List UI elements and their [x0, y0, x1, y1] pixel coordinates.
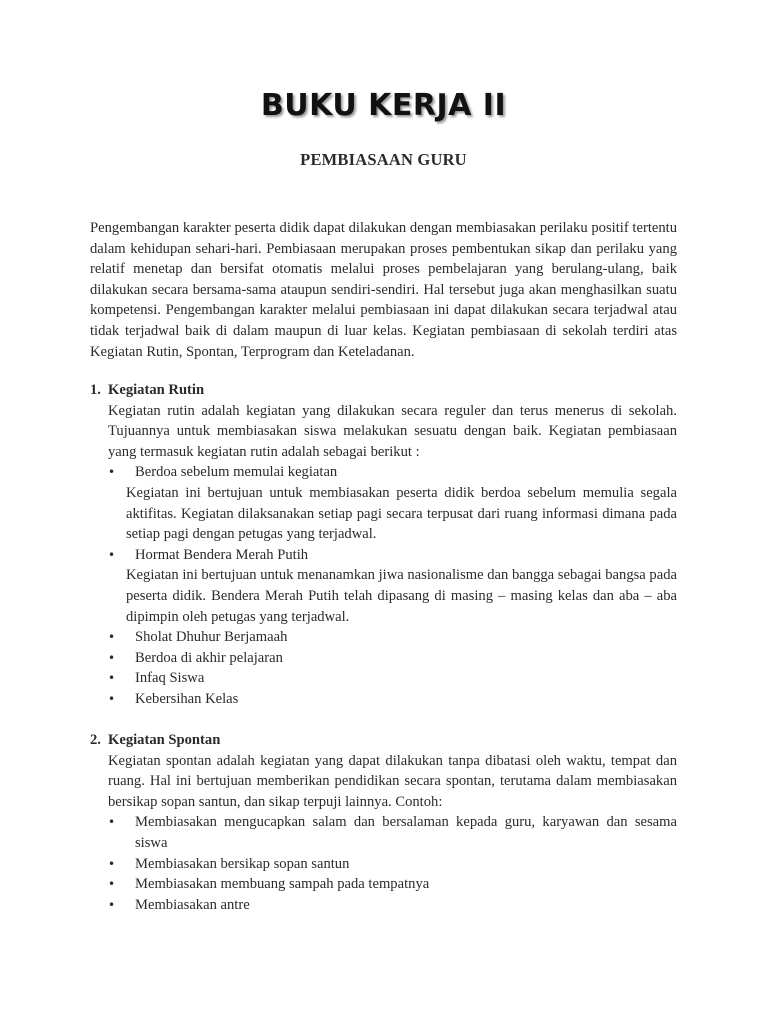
document-title: BUKU KERJA II: [260, 88, 507, 123]
bullet-icon: •: [108, 465, 116, 480]
list-item-label: Membiasakan antre: [135, 896, 250, 913]
bullet-icon: •: [108, 547, 116, 562]
list-item: [108, 627, 677, 648]
section-number: 2.: [90, 732, 101, 748]
bullet-icon: •: [108, 856, 116, 871]
section-description: Kegiatan rutin adalah kegiatan yang dilakukan secara reguler dan terus menerus di sekolah. Tujuannya untuk membiasakan siswa melakukan sesuatu dengan baik. Kegiatan pembiasaan yang termasuk kegiatan rutin adalah sebagai berikut :: [108, 402, 677, 460]
list-item-label: Membiasakan mengucapkan salam dan bersalaman kepada guru, karyawan dan sesama siswa: [135, 814, 677, 851]
list-item: [108, 648, 677, 669]
bullet-list: [90, 812, 677, 915]
list-item: [108, 545, 677, 627]
list-item-label: Membiasakan membuang sampah pada tempatnya: [135, 876, 430, 893]
list-item-label: Berdoa sebelum memulai kegiatan: [135, 464, 338, 481]
list-item-label: Kebersihan Kelas: [135, 690, 239, 707]
list-item: [108, 668, 677, 689]
section-heading: [90, 380, 677, 401]
section-title: Kegiatan Spontan: [108, 732, 221, 748]
list-item: [108, 462, 677, 544]
list-item-label: Hormat Bendera Merah Putih: [135, 546, 309, 563]
bullet-icon: •: [108, 650, 116, 665]
section-description: Kegiatan spontan adalah kegiatan yang dapat dilakukan tanpa dibatasi oleh waktu, tempat dan ruang. Hal ini bertujuan memberikan pendidikan secara spontan, terutama dalam membiasakan bersikap sopan santun, dan sikap terpuji lainnya. Contoh:: [108, 752, 677, 810]
bullet-icon: •: [108, 691, 116, 706]
list-item-label: Sholat Dhuhur Berjamaah: [135, 629, 288, 646]
bullet-icon: •: [108, 897, 116, 912]
bullet-icon: •: [108, 671, 116, 686]
bullet-icon: •: [108, 877, 116, 892]
list-item: [108, 689, 677, 710]
section-heading: [90, 730, 677, 751]
intro-paragraph: Pengembangan karakter peserta didik dapat dilakukan dengan membiasakan perilaku positif tertentu dalam kehidupan sehari-hari. Pembiasaan merupakan proses pembentukan sikap dan perilaku yang relatif menetap dan bersifat otomatis melalui proses pembelajaran yang berulang-ulang, baik dilakukan secara bersama-sama ataupun sendiri-sendiri. Hal tersebut juga akan menghasilkan suatu kompetensi. Pengembangan karakter melalui pembiasaan ini dapat dilakukan secara terjadwal atau tidak terjadwal baik di dalam maupun di luar kelas. Kegiatan pembiasaan di sekolah terdiri atas Kegiatan Rutin, Spontan, Terprogram dan Keteladanan.: [90, 220, 677, 360]
list-item-label: Berdoa di akhir pelajaran: [135, 649, 283, 666]
section-number: 1.: [90, 382, 101, 398]
list-item: [108, 895, 677, 916]
document-subtitle: PEMBIASAAN GURU: [300, 150, 467, 169]
section-kegiatan-rutin: [90, 380, 677, 710]
list-item-label: Infaq Siswa: [135, 670, 205, 687]
list-item-label: Membiasakan bersikap sopan santun: [135, 855, 350, 872]
section-kegiatan-spontan: [90, 730, 677, 915]
list-item-description: Kegiatan ini bertujuan untuk membiasakan peserta didik berdoa sebelum memulia segala aktifitas. Kegiatan dilaksanakan setiap pagi secara terpusat dari ruang informasi dimana pada setiap pagi dengan petugas yang terjadwal.: [126, 484, 677, 543]
bullet-icon: •: [108, 630, 116, 645]
section-title: Kegiatan Rutin: [108, 382, 205, 398]
bullet-icon: •: [108, 815, 116, 830]
list-item: [108, 854, 677, 875]
list-item: [108, 874, 677, 895]
list-item: [108, 812, 677, 853]
list-item-description: Kegiatan ini bertujuan untuk menanamkan jiwa nasionalisme dan bangga sebagai bangsa pada peserta didik. Bendera Merah Putih telah dipasang di masing – masing kelas dan aba – aba dipimpin oleh petugas yang terjadwal.: [126, 567, 677, 625]
bullet-list: [90, 462, 677, 709]
